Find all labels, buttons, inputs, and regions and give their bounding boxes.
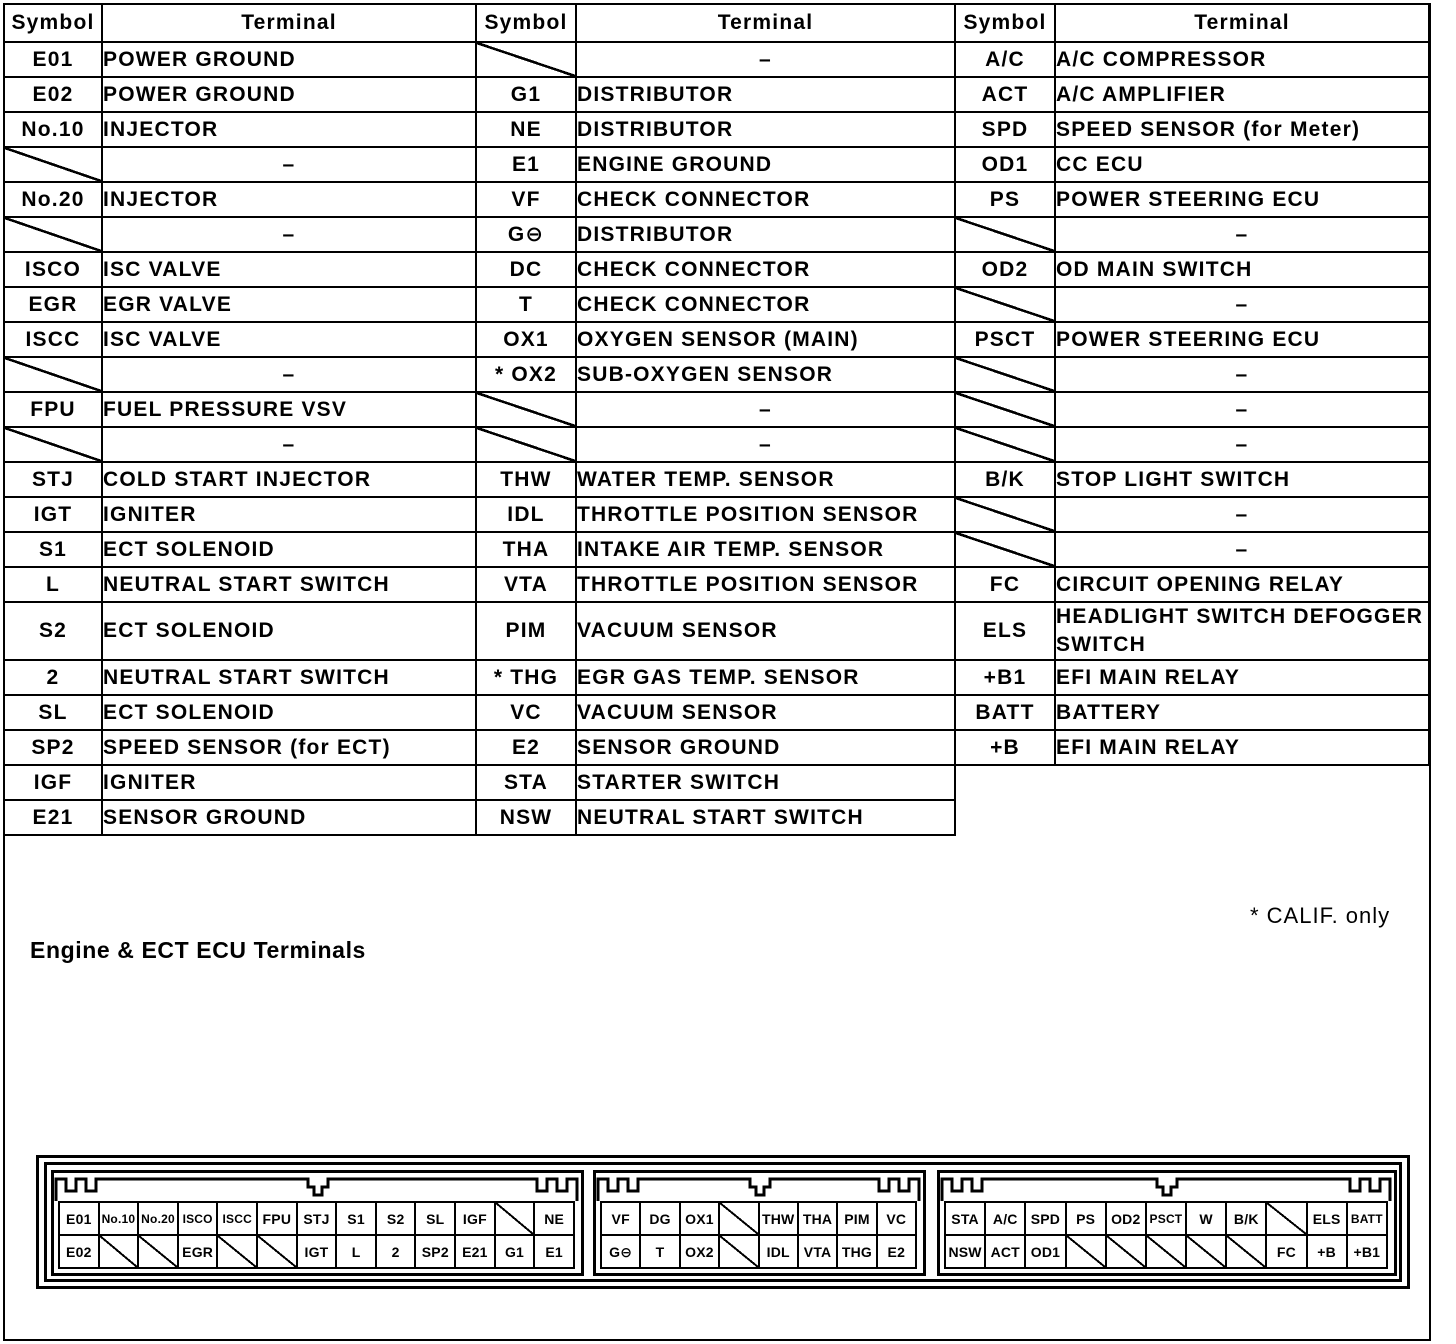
terminal-symbol: S1 [4,532,102,567]
terminal-symbol: T [476,287,576,322]
unused-pin [1107,1236,1147,1269]
connector-block-1 [51,1170,584,1276]
connector-pin: E21 [456,1236,496,1269]
connector-pin: EGR [179,1236,219,1269]
terminal-symbol: A/C [955,42,1055,77]
unused-terminal-dash: – [102,427,476,462]
terminal-name: DISTRIBUTOR [576,217,955,252]
connector-pin: VTA [799,1236,838,1269]
unused-pin [218,1236,258,1269]
terminal-name: INTAKE AIR TEMP. SENSOR [576,532,955,567]
table-row [4,602,1429,660]
unused-pin [1187,1236,1227,1269]
connector-pin: OD1 [1026,1236,1066,1269]
terminal-name: VACUUM SENSOR [576,695,955,730]
terminal-name: STARTER SWITCH [576,765,955,800]
terminal-name: VACUUM SENSOR [576,602,955,660]
terminal-name: EFI MAIN RELAY [1055,660,1429,695]
terminal-header: Terminal [1055,4,1429,42]
terminal-symbol: 2 [4,660,102,695]
unused-terminal-dash: – [1055,532,1429,567]
unused-pin [720,1236,759,1269]
terminal-symbol: G1 [476,77,576,112]
connector-pin: IDL [760,1236,799,1269]
unused-terminal-dash: – [576,427,955,462]
terminal-name: WATER TEMP. SENSOR [576,462,955,497]
connector-block-3 [937,1170,1397,1276]
connector-pin: E02 [60,1236,100,1269]
terminal-symbol: SL [4,695,102,730]
terminal-symbol: OD1 [955,147,1055,182]
california-note: * CALIF. only [1250,903,1391,928]
unused-symbol-cell [4,427,102,462]
unused-pin [1227,1236,1267,1269]
terminal-symbol: PSCT [955,322,1055,357]
table-row [4,77,1429,112]
connector-pin: VF [602,1203,641,1236]
symbol-header: Symbol [476,4,576,42]
terminal-name: STOP LIGHT SWITCH [1055,462,1429,497]
connector-pin: VC [878,1203,917,1236]
terminal-name: INJECTOR [102,182,476,217]
terminal-symbol: E2 [476,730,576,765]
unused-terminal-dash: – [1055,217,1429,252]
terminal-symbol: OD2 [955,252,1055,287]
table-row [4,462,1429,497]
unused-terminal-dash: – [1055,392,1429,427]
unused-terminal-dash: – [102,217,476,252]
terminal-name: CC ECU [1055,147,1429,182]
connector-pin: PSCT [1147,1203,1187,1236]
unused-terminal-dash: – [102,147,476,182]
terminal-symbol: ISCC [4,322,102,357]
terminal-symbol: VC [476,695,576,730]
terminal-header: Terminal [102,4,476,42]
table-row [4,42,1429,77]
figure-caption: Engine & ECT ECU Terminals [30,937,366,963]
connector-pin: W [1187,1203,1227,1236]
terminal-name: DISTRIBUTOR [576,112,955,147]
terminal-symbol: EGR [4,287,102,322]
terminal-name: ECT SOLENOID [102,532,476,567]
connector-pin: THA [799,1203,838,1236]
terminal-symbol: VF [476,182,576,217]
terminal-symbol: G⊖ [476,217,576,252]
table-row [4,695,1429,730]
terminal-name: NEUTRAL START SWITCH [102,660,476,695]
terminal-name: THROTTLE POSITION SENSOR [576,497,955,532]
terminal-symbol: S2 [4,602,102,660]
connector-pin: SPD [1026,1203,1066,1236]
terminal-symbol: THW [476,462,576,497]
unused-pin [720,1203,759,1236]
unused-symbol-cell [4,217,102,252]
terminal-symbol: * THG [476,660,576,695]
connector-pin: G⊖ [602,1236,641,1269]
terminal-name: ECT SOLENOID [102,602,476,660]
empty-cell [955,800,1429,835]
table-row [4,287,1429,322]
terminal-name: ISC VALVE [102,322,476,357]
table-header-row [4,4,1429,42]
connector-pin: NE [535,1203,575,1236]
terminal-name: ENGINE GROUND [576,147,955,182]
terminal-symbol: No.20 [4,182,102,217]
terminal-name: POWER GROUND [102,77,476,112]
terminal-symbol: FC [955,567,1055,602]
terminal-name: POWER GROUND [102,42,476,77]
unused-symbol-cell [476,42,576,77]
connector-pin: BATT [1348,1203,1388,1236]
connector-pin: ISCO [179,1203,219,1236]
terminal-name: CHECK CONNECTOR [576,182,955,217]
terminal-symbol: VTA [476,567,576,602]
terminal-name: DISTRIBUTOR [576,77,955,112]
connector-pin: SP2 [416,1236,456,1269]
connector-pin: No.10 [100,1203,140,1236]
terminal-name: EGR VALVE [102,287,476,322]
connector-pin: SL [416,1203,456,1236]
table-row [4,217,1429,252]
terminal-name: A/C AMPLIFIER [1055,77,1429,112]
connector-pin-grid [600,1201,917,1269]
terminal-table [3,3,1430,836]
terminal-symbol: E1 [476,147,576,182]
terminal-symbol: DC [476,252,576,287]
terminal-symbol: SPD [955,112,1055,147]
unused-terminal-dash: – [576,42,955,77]
unused-symbol-cell [955,357,1055,392]
terminal-symbol: NSW [476,800,576,835]
connector-pin-grid [944,1201,1388,1269]
unused-terminal-dash: – [576,392,955,427]
terminal-name: INJECTOR [102,112,476,147]
table-row [4,497,1429,532]
terminal-symbol: * OX2 [476,357,576,392]
unused-symbol-cell [4,357,102,392]
connector-pin: B/K [1227,1203,1267,1236]
terminal-symbol: E01 [4,42,102,77]
terminal-name: POWER STEERING ECU [1055,182,1429,217]
connector-pin: PIM [838,1203,877,1236]
empty-cell [955,765,1429,800]
terminal-symbol: FPU [4,392,102,427]
terminal-symbol: PS [955,182,1055,217]
connector-pin: E01 [60,1203,100,1236]
unused-terminal-dash: – [102,357,476,392]
table-row [4,182,1429,217]
terminal-symbol: SP2 [4,730,102,765]
terminal-symbol: THA [476,532,576,567]
terminal-symbol: STA [476,765,576,800]
unused-symbol-cell [476,392,576,427]
connector-pin: ISCC [218,1203,258,1236]
connector-pin: ACT [986,1236,1026,1269]
terminal-name: ISC VALVE [102,252,476,287]
unused-symbol-cell [955,287,1055,322]
unused-symbol-cell [476,427,576,462]
connector-pin: A/C [986,1203,1026,1236]
terminal-name: SENSOR GROUND [102,800,476,835]
terminal-name: THROTTLE POSITION SENSOR [576,567,955,602]
terminal-symbol: B/K [955,462,1055,497]
terminal-name: OD MAIN SWITCH [1055,252,1429,287]
terminal-header: Terminal [576,4,955,42]
table-row [4,112,1429,147]
connector-pin: IGF [456,1203,496,1236]
table-row [4,730,1429,765]
unused-terminal-dash: – [1055,497,1429,532]
terminal-symbol: ISCO [4,252,102,287]
unused-pin [496,1203,536,1236]
unused-symbol-cell [4,147,102,182]
terminal-symbol: E21 [4,800,102,835]
terminal-name: NEUTRAL START SWITCH [576,800,955,835]
symbol-header: Symbol [4,4,102,42]
unused-pin [1067,1236,1107,1269]
table-row [4,392,1429,427]
connector-pin: THW [760,1203,799,1236]
table-row [4,532,1429,567]
connector-pin: 2 [377,1236,417,1269]
terminal-symbol: IDL [476,497,576,532]
connector-block-2 [593,1170,926,1276]
terminal-symbol: NE [476,112,576,147]
terminal-symbol: PIM [476,602,576,660]
terminal-name: EFI MAIN RELAY [1055,730,1429,765]
table-row [4,800,1429,835]
terminal-symbol: ACT [955,77,1055,112]
unused-terminal-dash: – [1055,427,1429,462]
connector-pin: OX2 [681,1236,720,1269]
unused-pin [1267,1203,1307,1236]
unused-pin [100,1236,140,1269]
terminal-name: CHECK CONNECTOR [576,287,955,322]
unused-pin [258,1236,298,1269]
table-row [4,252,1429,287]
terminal-name: POWER STEERING ECU [1055,322,1429,357]
table-row [4,567,1429,602]
table-row [4,660,1429,695]
unused-terminal-dash: – [1055,287,1429,322]
terminal-symbol: IGT [4,497,102,532]
connector-pin: OX1 [681,1203,720,1236]
terminal-name: ECT SOLENOID [102,695,476,730]
connector-pin: DG [641,1203,680,1236]
terminal-symbol: STJ [4,462,102,497]
terminal-name: SENSOR GROUND [576,730,955,765]
unused-symbol-cell [955,532,1055,567]
terminal-symbol: +B1 [955,660,1055,695]
connector-pin: T [641,1236,680,1269]
connector-pin: STA [946,1203,986,1236]
terminal-name: BATTERY [1055,695,1429,730]
connector-pin: FC [1267,1236,1307,1269]
table-row [4,322,1429,357]
connector-pin: PS [1067,1203,1107,1236]
terminal-name: SUB-OXYGEN SENSOR [576,357,955,392]
terminal-symbol: No.10 [4,112,102,147]
terminal-symbol: E02 [4,77,102,112]
connector-pin: L [337,1236,377,1269]
table-row [4,427,1429,462]
table-row [4,147,1429,182]
terminal-name: IGNITER [102,497,476,532]
connector-pin: S1 [337,1203,377,1236]
connector-pin: STJ [298,1203,338,1236]
terminal-name: SPEED SENSOR (for Meter) [1055,112,1429,147]
table-row [4,765,1429,800]
terminal-symbol: IGF [4,765,102,800]
symbol-header: Symbol [955,4,1055,42]
unused-pin [139,1236,179,1269]
connector-pin-grid [58,1201,575,1269]
unused-symbol-cell [955,427,1055,462]
connector-pin: E1 [535,1236,575,1269]
connector-pin: ELS [1308,1203,1348,1236]
connector-pin: FPU [258,1203,298,1236]
unused-terminal-dash: – [1055,357,1429,392]
terminal-symbol: L [4,567,102,602]
connector-pin: +B [1308,1236,1348,1269]
unused-symbol-cell [955,497,1055,532]
connector-pin: G1 [496,1236,536,1269]
terminal-name: NEUTRAL START SWITCH [102,567,476,602]
terminal-symbol: BATT [955,695,1055,730]
unused-symbol-cell [955,392,1055,427]
terminal-name: CHECK CONNECTOR [576,252,955,287]
terminal-name: OXYGEN SENSOR (MAIN) [576,322,955,357]
connector-pin: S2 [377,1203,417,1236]
unused-pin [1147,1236,1187,1269]
connector-pin: THG [838,1236,877,1269]
terminal-name: COLD START INJECTOR [102,462,476,497]
connector-pin: OD2 [1107,1203,1147,1236]
connector-pin: +B1 [1348,1236,1388,1269]
terminal-name: A/C COMPRESSOR [1055,42,1429,77]
connector-pin: No.20 [139,1203,179,1236]
terminal-name: FUEL PRESSURE VSV [102,392,476,427]
table-row [4,357,1429,392]
terminal-name: EGR GAS TEMP. SENSOR [576,660,955,695]
unused-symbol-cell [955,217,1055,252]
terminal-name: HEADLIGHT SWITCH DEFOGGER SWITCH [1055,602,1429,660]
terminal-symbol: ELS [955,602,1055,660]
connector-pin: NSW [946,1236,986,1269]
terminal-name: IGNITER [102,765,476,800]
terminal-name: CIRCUIT OPENING RELAY [1055,567,1429,602]
connector-pin: IGT [298,1236,338,1269]
terminal-symbol: +B [955,730,1055,765]
terminal-name: SPEED SENSOR (for ECT) [102,730,476,765]
connector-pin: E2 [878,1236,917,1269]
terminal-symbol: OX1 [476,322,576,357]
